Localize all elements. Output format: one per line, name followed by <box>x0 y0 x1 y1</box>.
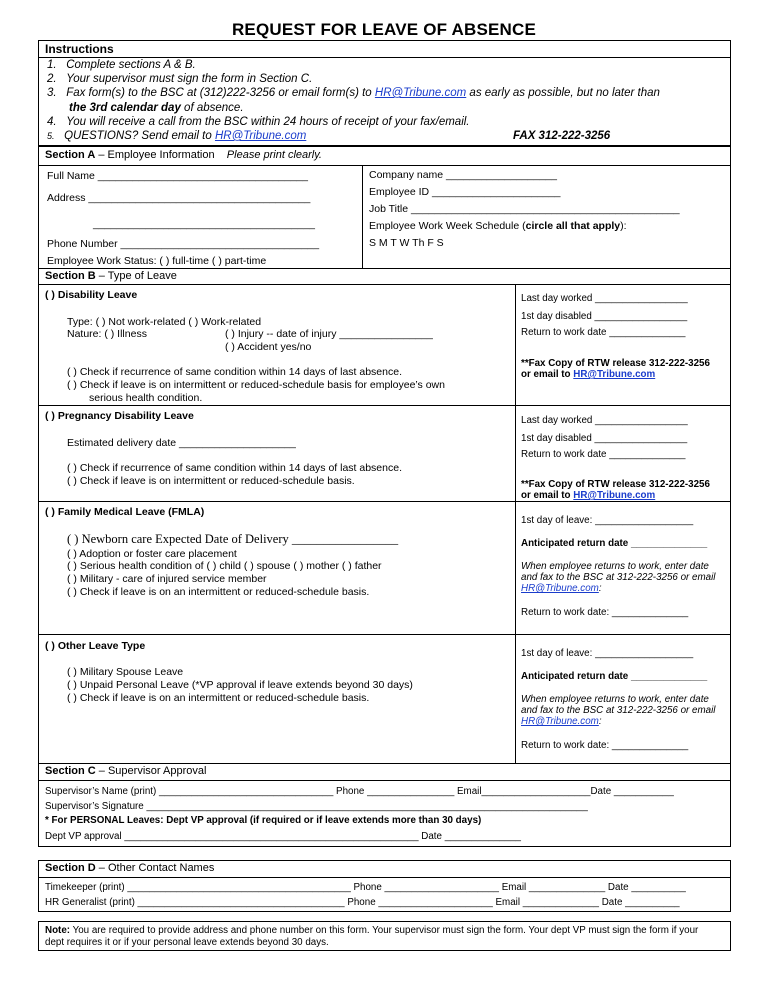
military-care-option[interactable]: ( ) Military - care of injured service member <box>67 573 267 585</box>
fmla-first-day[interactable]: 1st day of leave: __________________ <box>521 515 694 526</box>
address-line-2[interactable]: ______________________________________ <box>93 218 315 230</box>
hr-email-link[interactable]: HR@Tribune.com <box>214 130 307 142</box>
section-a <box>38 146 731 269</box>
instruction-2: 2. Your supervisor must sign the form in Section C. <box>47 73 313 85</box>
section-c <box>38 763 731 847</box>
disability-last-day[interactable]: Last day worked _________________ <box>521 293 688 304</box>
fmla-intermittent-check[interactable]: ( ) Check if leave is on an intermittent or reduced-schedule basis. <box>67 586 370 598</box>
military-spouse-option[interactable]: ( ) Military Spouse Leave <box>67 666 184 678</box>
vp-approval-row[interactable]: Dept VP approval ______________________________________________________ Date ______________ <box>45 831 521 842</box>
disability-intermittent-check[interactable]: ( ) Check if leave is on intermittent or reduced-schedule basis for employee’s own <box>67 379 445 391</box>
phone-field[interactable]: Phone Number __________________________________ <box>47 238 320 250</box>
schedule-days[interactable]: S M T W Th F S <box>369 237 444 249</box>
fmla-when-note-1: When employee returns to work, enter date <box>521 561 709 572</box>
fax-number: FAX 312-222-3256 <box>513 130 611 142</box>
pregnancy-return-date[interactable]: Return to work date ______________ <box>521 449 686 460</box>
section-a-header: Section A – Employee Information Please print clearly. <box>39 147 730 166</box>
hr-email-link[interactable]: HR@Tribune.com <box>573 490 656 501</box>
company-field[interactable]: Company name ___________________ <box>369 169 557 181</box>
adoption-option[interactable]: ( ) Adoption or foster care placement <box>67 548 237 560</box>
fmla-when-note-2: and fax to the BSC at 312-222-3256 or email <box>521 572 716 583</box>
full-name-field[interactable]: Full Name ____________________________________ <box>47 170 308 182</box>
other-return-date[interactable]: Return to work date: ______________ <box>521 740 689 751</box>
supervisor-signature[interactable]: Supervisor’s Signature _________________________________________________________________________________ <box>45 801 588 812</box>
pregnancy-recurrence-check[interactable]: ( ) Check if recurrence of same condition within 14 days of last absence. <box>67 462 402 474</box>
section-c-header: Section C – Supervisor Approval <box>39 764 730 781</box>
instruction-3-cont: the 3rd calendar day of absence. <box>69 102 244 114</box>
other-when-note-2: and fax to the BSC at 312-222-3256 or email <box>521 705 716 716</box>
instructions-section <box>38 40 731 146</box>
hr-email-link[interactable]: HR@Tribune.com <box>521 583 599 594</box>
pregnancy-intermittent-check[interactable]: ( ) Check if leave is on intermittent or reduced-schedule basis. <box>67 475 355 487</box>
other-leave-checkbox[interactable]: ( ) Other Leave Type <box>45 640 146 652</box>
other-first-day[interactable]: 1st day of leave: __________________ <box>521 648 694 659</box>
disability-return-date[interactable]: Return to work date ______________ <box>521 327 686 338</box>
fmla-return-date[interactable]: Return to work date: ______________ <box>521 607 689 618</box>
serious-health-option[interactable]: ( ) Serious health condition of ( ) child ( ) spouse ( ) mother ( ) father <box>67 560 382 572</box>
pregnancy-leave-checkbox[interactable]: ( ) Pregnancy Disability Leave <box>45 410 194 422</box>
instruction-3: 3. Fax form(s) to the BSC at (312)222-3256 or email form(s) to HR@Tribune.com as early as possible, but no later than <box>47 87 660 99</box>
unpaid-personal-option[interactable]: ( ) Unpaid Personal Leave (*VP approval if leave extends beyond 30 days) <box>67 679 413 691</box>
timekeeper-row[interactable]: Timekeeper (print) _________________________________________ Phone _____________________ Email ______________ Date __________ <box>45 882 686 893</box>
supervisor-name-row[interactable]: Supervisor’s Name (print) ________________________________ Phone ________________ Email____________________Date ___________ <box>45 786 674 797</box>
hr-generalist-row[interactable]: HR Generalist (print) ______________________________________ Phone _____________________ Email ______________ Date __________ <box>45 897 680 908</box>
instruction-5: 5. QUESTIONS? Send email to HR@Tribune.com <box>47 130 307 142</box>
pregnancy-last-day[interactable]: Last day worked _________________ <box>521 415 688 426</box>
note-box <box>38 921 731 951</box>
work-schedule-label: Employee Work Week Schedule (circle all that apply): <box>369 220 627 232</box>
personal-leave-note: * For PERSONAL Leaves: Dept VP approval (if required or if leave extends more than 30 days) <box>45 815 482 826</box>
newborn-care-option[interactable]: ( ) Newborn care Expected Date of Delivery _________________ <box>67 532 399 546</box>
section-b <box>38 268 731 764</box>
other-intermittent-check[interactable]: ( ) Check if leave is on an intermittent or reduced-schedule basis. <box>67 692 370 704</box>
instruction-1: 1. Complete sections A & B. <box>47 59 196 71</box>
other-email-note: HR@Tribune.com: <box>521 716 602 727</box>
fmla-email-note: HR@Tribune.com: <box>521 583 602 594</box>
other-anticipated-return[interactable]: Anticipated return date ______________ <box>521 671 708 682</box>
disability-recurrence-check[interactable]: ( ) Check if recurrence of same condition within 14 days of last absence. <box>67 366 402 378</box>
work-status[interactable]: Employee Work Status: ( ) full-time ( ) part-time <box>47 255 267 267</box>
page-title: REQUEST FOR LEAVE OF ABSENCE <box>231 20 537 39</box>
instructions-heading: Instructions <box>39 41 730 58</box>
disability-leave-checkbox[interactable]: ( ) Disability Leave <box>45 289 138 301</box>
disability-email-note: or email to HR@Tribune.com <box>521 369 656 380</box>
section-b-header: Section B – Type of Leave <box>39 269 730 285</box>
hr-email-link[interactable]: HR@Tribune.com <box>374 87 467 99</box>
hr-email-link[interactable]: HR@Tribune.com <box>521 716 599 727</box>
other-when-note-1: When employee returns to work, enter date <box>521 694 709 705</box>
note-line-2: dept requires it or if your personal leave extends beyond 30 days. <box>45 937 329 948</box>
disability-type[interactable]: Type: ( ) Not work-related ( ) Work-related <box>67 316 262 328</box>
pregnancy-first-day[interactable]: 1st day disabled _________________ <box>521 433 688 444</box>
injury-option[interactable]: ( ) Injury -- date of injury ________________ <box>225 328 433 340</box>
disability-intermittent-cont: serious health condition. <box>89 392 203 404</box>
fmla-anticipated-return[interactable]: Anticipated return date ______________ <box>521 538 708 549</box>
pregnancy-fax-note: **Fax Copy of RTW release 312-222-3256 <box>521 479 710 490</box>
note-line-1: Note: You are required to provide address and phone number on this form. Your supervisor must sign the form. Your dept VP must sign the form if your <box>45 925 699 936</box>
pregnancy-email-note: or email to HR@Tribune.com <box>521 490 656 501</box>
disability-fax-note: **Fax Copy of RTW release 312-222-3256 <box>521 358 710 369</box>
job-title-field[interactable]: Job Title ______________________________________________ <box>369 203 680 215</box>
fmla-leave-checkbox[interactable]: ( ) Family Medical Leave (FMLA) <box>45 506 205 518</box>
section-d <box>38 860 731 912</box>
delivery-date-field[interactable]: Estimated delivery date ____________________ <box>67 437 296 449</box>
instruction-4: 4. You will receive a call from the BSC within 24 hours of receipt of your fax/email. <box>47 116 470 128</box>
accident-option[interactable]: ( ) Accident yes/no <box>225 341 312 353</box>
disability-nature[interactable]: Nature: ( ) Illness <box>67 328 147 340</box>
hr-email-link[interactable]: HR@Tribune.com <box>573 369 656 380</box>
section-d-header: Section D – Other Contact Names <box>39 861 730 878</box>
disability-first-day[interactable]: 1st day disabled _________________ <box>521 311 688 322</box>
employee-id-field[interactable]: Employee ID ______________________ <box>369 186 561 198</box>
address-field[interactable]: Address ______________________________________ <box>47 192 311 204</box>
